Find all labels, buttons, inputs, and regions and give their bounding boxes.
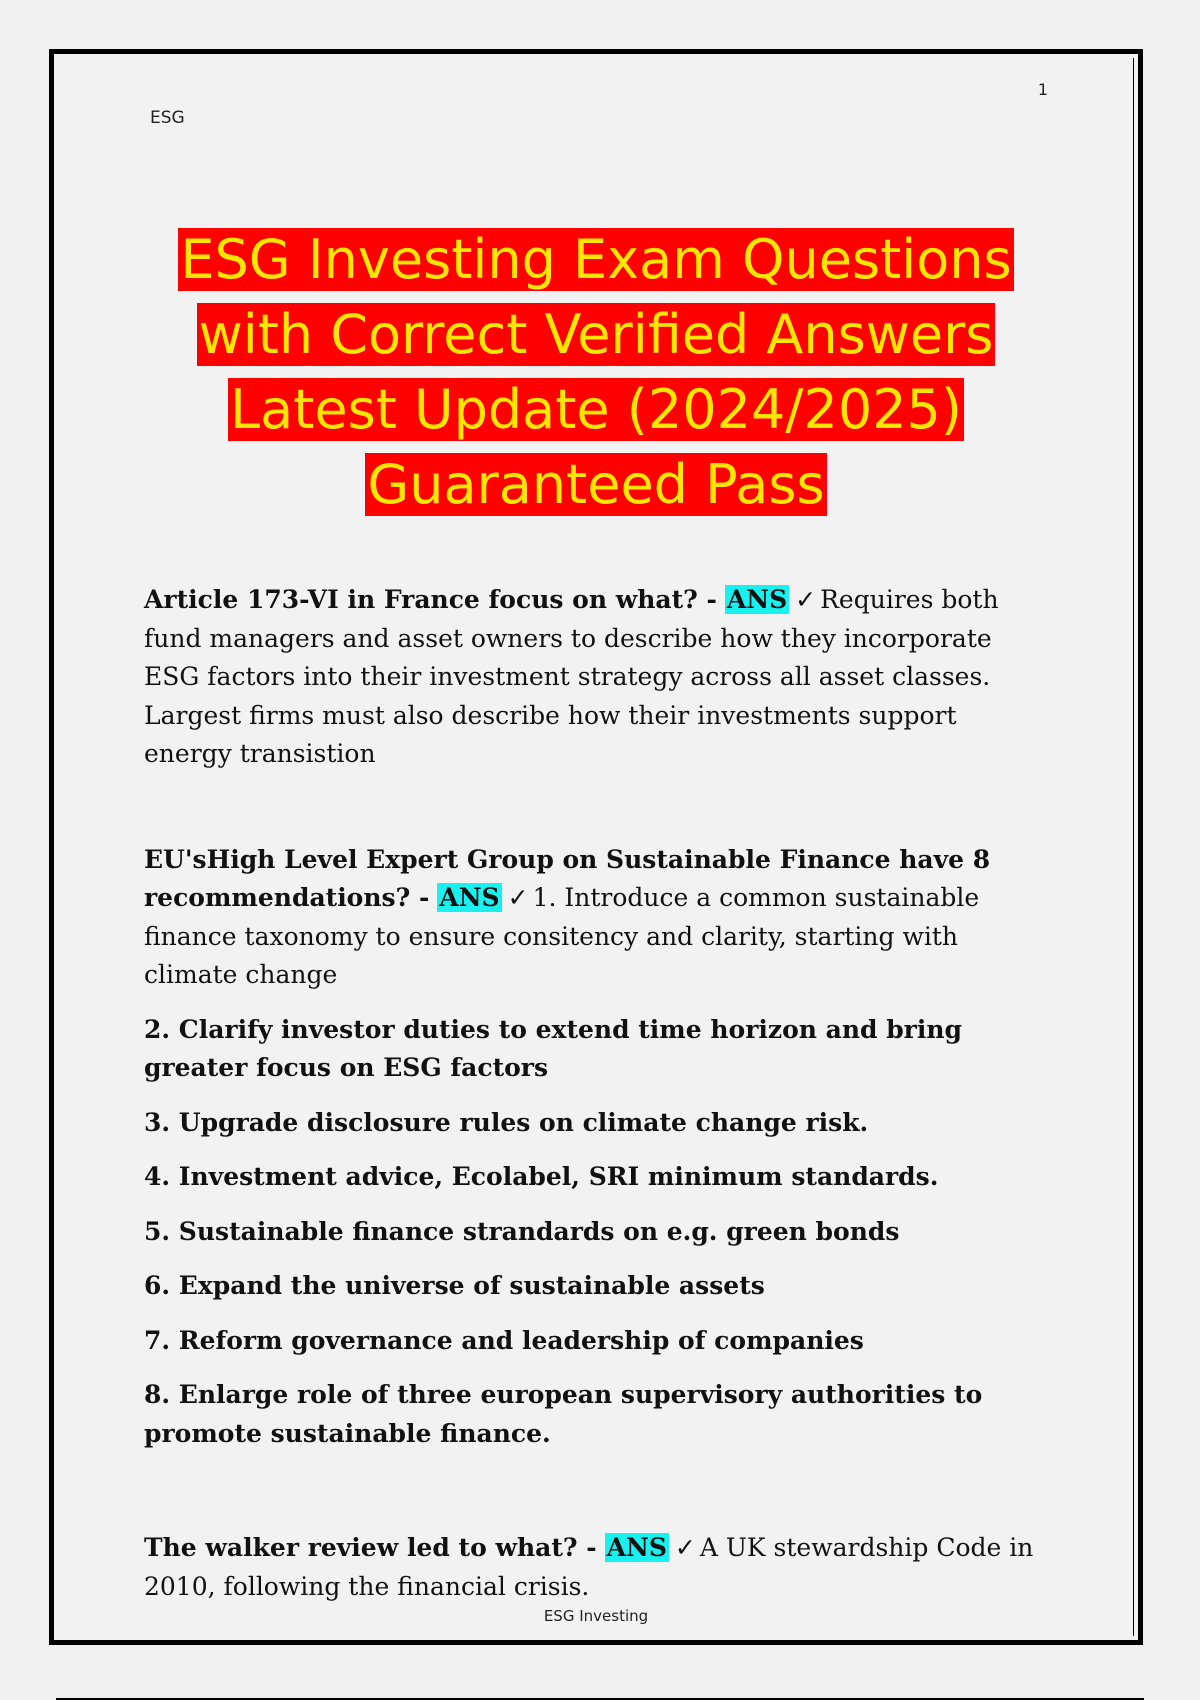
ans-label: ANS bbox=[439, 883, 500, 912]
question-text: Article 173-VI in France focus on what? - bbox=[144, 585, 717, 614]
ans-label: ANS bbox=[606, 1533, 667, 1562]
recommendation-item: 8. Enlarge role of three european supervisory authorities to promote sustainable finance. bbox=[144, 1380, 983, 1448]
question-text: The walker review led to what? - bbox=[144, 1533, 597, 1562]
check-icon: ✓ bbox=[674, 1533, 696, 1562]
qa-item bbox=[144, 841, 1038, 995]
check-icon: ✓ bbox=[507, 883, 529, 912]
answer-text: A UK stewardship Code in 2010, following the financial crisis. bbox=[144, 1533, 1034, 1601]
answer-text: 1. Introduce a common sustainable finance taxonomy to ensure consitency and clarity, starting with climate change bbox=[144, 883, 980, 989]
title-line: Guaranteed Pass bbox=[367, 453, 825, 516]
document-page bbox=[49, 49, 1143, 1645]
question-text: EU'sHigh Level Expert Group on Sustainable Finance have 8 recommendations? - bbox=[144, 844, 991, 912]
title-line: Latest Update (2024/2025) bbox=[230, 378, 962, 441]
footer-text: ESG Investing bbox=[543, 1607, 649, 1625]
recommendation-item: 2. Clarify investor duties to extend time horizon and bring greater focus on ESG factors bbox=[144, 1014, 963, 1082]
qa-body bbox=[144, 581, 1038, 1606]
answer-text: Requires both fund managers and asset owners to describe how they incorporate ESG factors into their investment strategy across all asset classes. Largest firms must also describe how their investments support energy transistion bbox=[144, 585, 999, 768]
qa-item bbox=[144, 1529, 1038, 1606]
title-line: with Correct Verified Answers bbox=[198, 303, 994, 366]
recommendation-item: 5. Sustainable finance strandards on e.g. green bonds bbox=[144, 1216, 900, 1246]
qa-item bbox=[144, 581, 1038, 774]
recommendation-item: 7. Reform governance and leadership of companies bbox=[144, 1325, 864, 1355]
title-line: ESG Investing Exam Questions bbox=[180, 228, 1012, 291]
page-number: 1 bbox=[1037, 80, 1048, 99]
ans-label: ANS bbox=[726, 585, 788, 614]
check-icon: ✓ bbox=[795, 585, 817, 614]
header-text: ESG bbox=[150, 108, 185, 128]
recommendation-item: 4. Investment advice, Ecolabel, SRI minimum standards. bbox=[144, 1162, 939, 1191]
document-title bbox=[94, 222, 1098, 522]
recommendation-item: 3. Upgrade disclosure rules on climate change risk. bbox=[144, 1107, 869, 1137]
recommendation-item: 6. Expand the universe of sustainable assets bbox=[144, 1271, 765, 1300]
